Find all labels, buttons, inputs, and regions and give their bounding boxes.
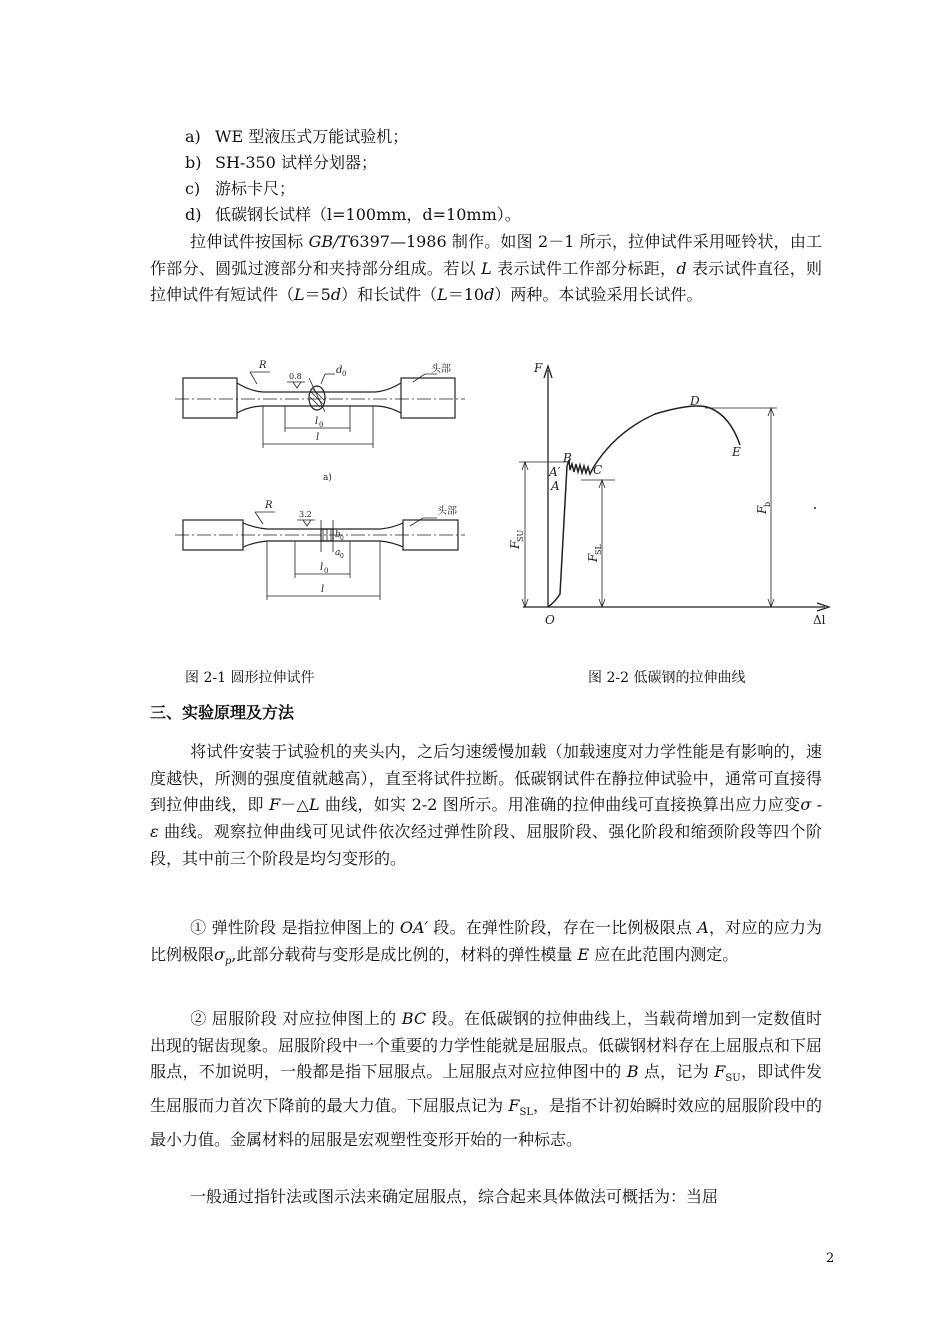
list-marker: b) bbox=[185, 153, 202, 172]
svg-text:E: E bbox=[732, 445, 741, 459]
svg-text:l: l bbox=[315, 416, 319, 427]
list-item bbox=[185, 127, 408, 147]
svg-text:B: B bbox=[563, 451, 572, 465]
figure-caption-2-1: 图 2-1 圆形拉伸试件 bbox=[185, 670, 315, 686]
svg-text:a: a bbox=[335, 548, 341, 558]
tensile-curve-figure bbox=[505, 352, 840, 632]
svg-text:0.8: 0.8 bbox=[289, 372, 302, 381]
svg-text:F: F bbox=[755, 505, 769, 514]
svg-text:b: b bbox=[335, 530, 341, 540]
svg-text:R: R bbox=[265, 500, 273, 511]
svg-text:0: 0 bbox=[340, 553, 344, 560]
svg-text:SL: SL bbox=[594, 544, 603, 555]
svg-text:0: 0 bbox=[342, 370, 347, 378]
svg-text:0: 0 bbox=[324, 567, 329, 575]
svg-text:D: D bbox=[690, 394, 700, 408]
paragraph-elastic-stage: ① 弹性阶段 是指拉伸图上的 OA′ 段。在弹性阶段，存在一比例极限点 A，对应的应力为比例极限$\sigma_p$,此部分载荷与变形是成比例的，材料的弹性模量 E 应在此范围内测定。 bbox=[150, 918, 822, 967]
svg-text:SU: SU bbox=[516, 529, 525, 542]
svg-text:3.2: 3.2 bbox=[299, 510, 312, 519]
list-text: WE 型液压式万能试验机； bbox=[215, 127, 409, 146]
svg-text:d: d bbox=[336, 365, 343, 376]
svg-text:F: F bbox=[586, 553, 600, 562]
svg-text:O: O bbox=[545, 613, 555, 627]
paragraph-yield-stage: ② 屈服阶段 对应拉伸图上的 BC 段。在低碳钢的拉伸曲线上，当载荷增加到一定数值时出现的锯齿现象。屈服阶段中一个重要的力学性能就是屈服点。低碳钢材料存在上屈服点和下屈服点，不加说明，一般都是指下屈服点。上屈服点对应拉伸图中的 B 点，记为 $F_{SU}$，即试件发生屈服而力首次下降前的最大力值。下屈服点记为 $F_{SL}$，是指不计初始瞬时效应的屈服阶段中的最小力值。金属材料的屈服是宏观塑性变形开始的一种标志。 bbox=[150, 1009, 823, 1150]
paragraph-specimen: 拉伸试件按国标 GB/T6397—1986 制作。如图 2－1 所示，拉伸试件采用哑铃状，由工作部分、圆弧过渡部分和夹持部分组成。若以 L 表示试件工作部分标距，d 表示试件直径，则拉伸试件有短试件（L＝5d）和长试件（L＝10d）两种。本试验采用长试件。 bbox=[150, 232, 822, 305]
page-number: 2 bbox=[826, 1251, 835, 1266]
paragraph-yield-method: 一般通过指针法或图示法来确定屈服点，综合起来具体做法可概括为：当屈 bbox=[190, 1187, 719, 1206]
svg-text:0: 0 bbox=[340, 535, 344, 542]
list-item bbox=[185, 179, 295, 199]
paragraph-principle: 将试件安装于试验机的夹头内，之后匀速缓慢加载（加载速度对力学性能是有影响的，速度越快，所测的强度值就越高），直至将试件拉断。低碳钢试件在静拉伸试验中，通常可直接得到拉伸曲线，即 F－△L 曲线，如实 2-2 图所示。用准确的拉伸曲线可直接换算出应力应变σ - ε 曲线。观察拉伸曲线可见试件依次经过弹性阶段、屈服阶段、强化阶段和缩颈阶段等四个阶段，其中前三个阶段是均匀变形的。 bbox=[150, 742, 822, 868]
list-item bbox=[185, 153, 377, 173]
svg-text:A: A bbox=[551, 479, 560, 493]
svg-text:F: F bbox=[534, 361, 543, 375]
svg-text:0: 0 bbox=[319, 421, 324, 429]
list-text: SH-350 试样分划器； bbox=[215, 153, 377, 172]
list-text: 低碳钢长试样（l=100mm，d=10mm）。 bbox=[215, 205, 521, 224]
specimen-figure bbox=[175, 352, 475, 607]
list-marker: d) bbox=[185, 205, 202, 224]
svg-text:C: C bbox=[593, 463, 603, 477]
list-item bbox=[185, 205, 521, 225]
list-marker: c) bbox=[185, 179, 201, 198]
svg-text:a): a) bbox=[323, 473, 332, 483]
svg-text:l: l bbox=[316, 432, 320, 443]
svg-text:R: R bbox=[259, 360, 267, 371]
list-marker: a) bbox=[185, 127, 201, 146]
figure-caption-2-2: 图 2-2 低碳钢的拉伸曲线 bbox=[588, 670, 746, 686]
svg-text:头部: 头部 bbox=[431, 364, 451, 375]
svg-text:F: F bbox=[508, 540, 522, 549]
section-heading: 三、实验原理及方法 bbox=[150, 703, 295, 722]
svg-text:Δl: Δl bbox=[813, 613, 826, 627]
list-text: 游标卡尺； bbox=[215, 179, 296, 198]
svg-text:A′: A′ bbox=[549, 465, 561, 479]
svg-text:头部: 头部 bbox=[437, 506, 457, 517]
svg-text:l: l bbox=[321, 584, 325, 595]
svg-text:b: b bbox=[763, 501, 772, 507]
svg-text:l: l bbox=[320, 562, 324, 573]
